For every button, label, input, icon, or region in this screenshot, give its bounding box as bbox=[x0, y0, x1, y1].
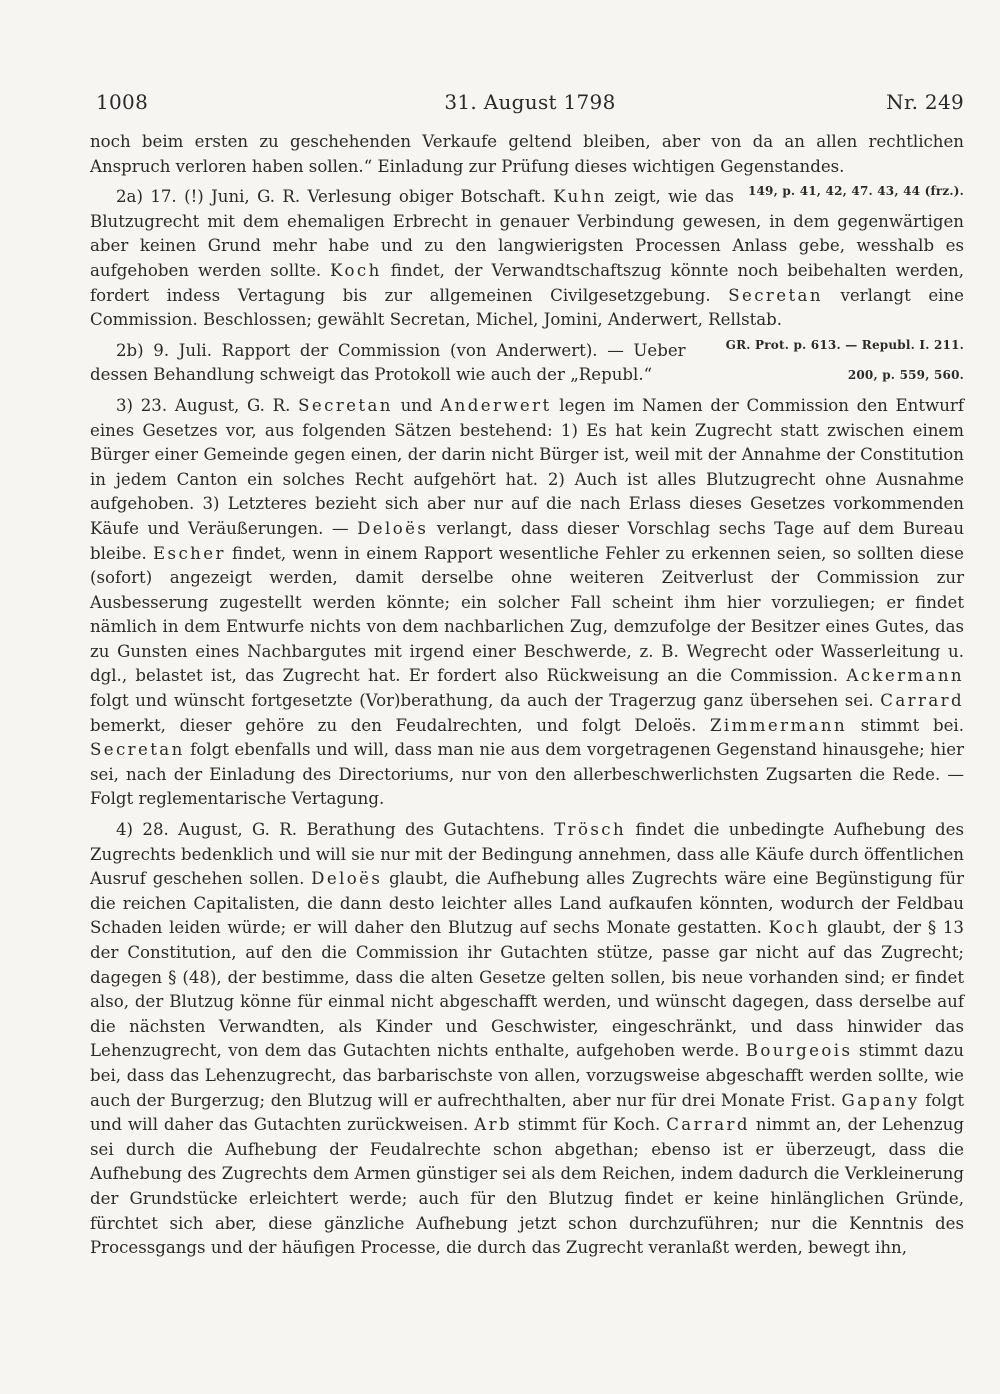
header-date: 31. August 1798 bbox=[444, 90, 616, 114]
page-number: 1008 bbox=[96, 90, 149, 114]
paragraph-text: verlangt eine Commission. Beschlossen; gewählt Secretan, Michel, Jomini, Anderwert, Rellstab. bbox=[90, 285, 964, 330]
speaker-name: Bourgeois bbox=[745, 1041, 853, 1061]
paragraph-text: 2b) 9. Juli. Rapport der Commission (von Anderwert). — Ueber dessen Behandlung schweigt das Protokoll wie auch der „Republ.“ bbox=[90, 340, 686, 385]
speaker-name: Deloës bbox=[311, 869, 383, 889]
paragraph-text: glaubt, die Aufhebung alles Zugrechts wäre eine Begünstigung für die reichen Capitalisten, die dann desto leichter alles Land aufkaufen könnten, wodurch der Feldbau Schaden leiden würde; er will daher den Blutzug auf sechs Monate gestatten. bbox=[90, 869, 964, 938]
speaker-name: Secretan bbox=[298, 395, 393, 415]
paragraph-text: findet, wenn in einem Rapport wesentliche Fehler zu erkennen seien, so sollten diese (sofort) angezeigt werden, damit derselbe ohne weiteren Zeitverlust der Commission zur Ausbesserung zugestellt werden könnte; ein solcher Fall scheint ihm hier vorzuliegen; er findet nämlich in dem Entwurfe nichts von dem nachbarlichen Zug, demzufolge der Besitzer eines Gutes, das zu Gunsten eines Nachbargutes mit irgend einer Beschwerde, z. B. Wegrecht oder Wasserleitung u. dgl., belastet ist, das Zugrecht hat. Er fordert also Rückweisung an die Commission. bbox=[90, 543, 964, 686]
paragraph-2a bbox=[90, 185, 964, 352]
speaker-name: Deloës bbox=[357, 518, 429, 538]
paragraph-text: verlangt, dass dieser Vorschlag sechs Tage auf dem Bureau bleibe. bbox=[90, 518, 965, 563]
paragraph-text: folgt und will daher das Gutachten zurückweisen. bbox=[90, 1090, 964, 1135]
speaker-name: Escher bbox=[153, 543, 226, 563]
paragraph-text: bemerkt, dieser gehöre zu den Feudalrechten, und folgt Deloës. bbox=[90, 715, 697, 735]
source-reference: 149, p. 41, 42, 47. 43, 44 (frz.). bbox=[747, 184, 964, 199]
paragraph-text: glaubt, der § 13 der Constitution, auf den die Commission ihr Gutachten stütze, passe gar nicht auf das Zugrecht; dagegen § (48), der bestimme, dass die alten Gesetze gelten sollen, bis neue vorhanden sind; er findet also, der Blutzug könne für einmal nicht abgeschafft werden, und wünscht dagegen, dass derselbe auf die nächsten Verwandten, als Kinder und Geschwister, eingeschränkt, und dass hinwider das Lehenzugrecht, von dem das Gutachten nichts enthalte, aufgehoben werde. bbox=[90, 918, 964, 1061]
paragraph-text: findet, der Verwandtschaftszug könnte noch beibehalten werden, fordert indess Vertagung bis zur allgemeinen Civilgesetzgebung. bbox=[90, 260, 964, 305]
speaker-name: Trösch bbox=[554, 820, 627, 840]
page-header bbox=[96, 90, 964, 120]
speaker-name: Secretan bbox=[90, 740, 185, 760]
speaker-name: Carrard bbox=[666, 1115, 750, 1135]
speaker-name: Carrard bbox=[880, 691, 964, 711]
paragraph-text: und bbox=[400, 395, 433, 415]
paragraph-text: 3) 23. August, G. R. bbox=[116, 395, 291, 415]
speaker-name: Koch bbox=[330, 260, 382, 280]
speaker-name: Arb bbox=[474, 1115, 512, 1135]
paragraph-text: zeigt, wie das Blutzugrecht mit dem ehemaligen Erbrecht in genauer Verbindung gewesen, in dem gegenwärtigen aber keinen Grund mehr habe und zu den langwierigsten Processen Anlass gebe, wesshalb es aufgehoben werden sollte. bbox=[90, 187, 964, 280]
speaker-name: Koch bbox=[768, 918, 821, 938]
paragraph-text: noch beim ersten zu geschehenden Verkaufe geltend bleiben, aber von da an allen rechtlichen Anspruch verloren haben sollen.“ Einladung zur Prüfung dieses wichtigen Gegenstandes. bbox=[90, 132, 964, 176]
paragraph-text: stimmt für Koch. bbox=[517, 1115, 661, 1135]
speaker-name: Zimmermann bbox=[710, 715, 848, 735]
paragraph-text: findet die unbedingte Aufhebung des Zugrechts bedenklich und will sie nur mit der Bedingung annehmen, dass alle Käufe durch öffentlichen Ausruf geschehen sollen. bbox=[90, 820, 964, 889]
source-reference: 200, p. 559, 560. bbox=[847, 368, 964, 383]
speaker-name: Ackermann bbox=[846, 666, 964, 686]
speaker-name: Gapany bbox=[841, 1090, 920, 1110]
paragraph-4 bbox=[90, 818, 964, 1261]
paragraph-3 bbox=[90, 394, 964, 812]
paragraph-text: 4) 28. August, G. R. Berathung des Gutachtens. bbox=[116, 820, 545, 840]
paragraph-text: legen im Namen der Commission den Entwurf eines Gesetzes vor, aus folgenden Sätzen bestehend: 1) Es hat kein Zugrecht statt zwischen einem Bürger einer Gemeinde gegen einen, der darin nicht Bürger ist, weil mit der Annahme der Constitution in jedem Canton ein solches Recht aufgehört hat. 2) Auch ist alles Blutzugrecht ohne Ausnahme aufgehoben. 3) Letzteres bezieht sich aber nur auf die nach Erlass dieses Gesetzes vorkommenden Käufe und Veräußerungen. — bbox=[90, 395, 964, 538]
paragraph-text: stimmt bei. bbox=[860, 715, 964, 735]
document-number: Nr. 249 bbox=[886, 90, 964, 114]
paragraph-text: folgt und wünscht fortgesetzte (Vor)berathung, da auch der Tragerzug ganz übersehen sei. bbox=[90, 691, 874, 711]
source-reference: GR. Prot. p. 613. — Republ. I. 211. bbox=[725, 337, 964, 352]
speaker-name: Kuhn bbox=[553, 187, 607, 207]
paragraph-text: stimmt dazu bei, dass das Lehenzugrecht, das barbarischste von allen, vorzugsweise abgeschafft werden sollte, wie auch der Burgerzug; den Blutzug will er aufrechthalten, aber nur für drei Monate Frist. bbox=[90, 1041, 964, 1110]
paragraph-text: 2a) 17. (!) Juni, G. R. Verlesung obiger Botschaft. bbox=[116, 187, 546, 207]
page-body bbox=[90, 130, 964, 1261]
paragraph-text: nimmt an, der Lehenzug sei durch die Aufhebung der Feudalrechte schon abgethan; ebenso ist er überzeugt, dass die Aufhebung des Zugrechts dem Armen günstiger sei als dem Reichen, indem dadurch die Verkleinerung der Grundstücke erleichtert werde; auch für den Blutzug findet er keine hinlänglichen Gründe, fürchtet sich aber, diese gänzliche Aufhebung jetzt schon durchzuführen; nur die Kenntnis des Processgangs und der häufigen Processe, die durch das Zugrecht veranlaßt werden, bewegt ihn, bbox=[90, 1115, 964, 1258]
paragraph-text: folgt ebenfalls und will, dass man nie aus dem vorgetragenen Gegenstand hinausgehe; hier sei, nach der Einladung des Directoriums, nur von den allerbeschwerlichsten Zugsarten die Rede. — Folgt reglementarische Vertagung. bbox=[90, 740, 964, 809]
speaker-name: Secretan bbox=[728, 285, 823, 305]
speaker-name: Anderwert bbox=[440, 395, 552, 415]
